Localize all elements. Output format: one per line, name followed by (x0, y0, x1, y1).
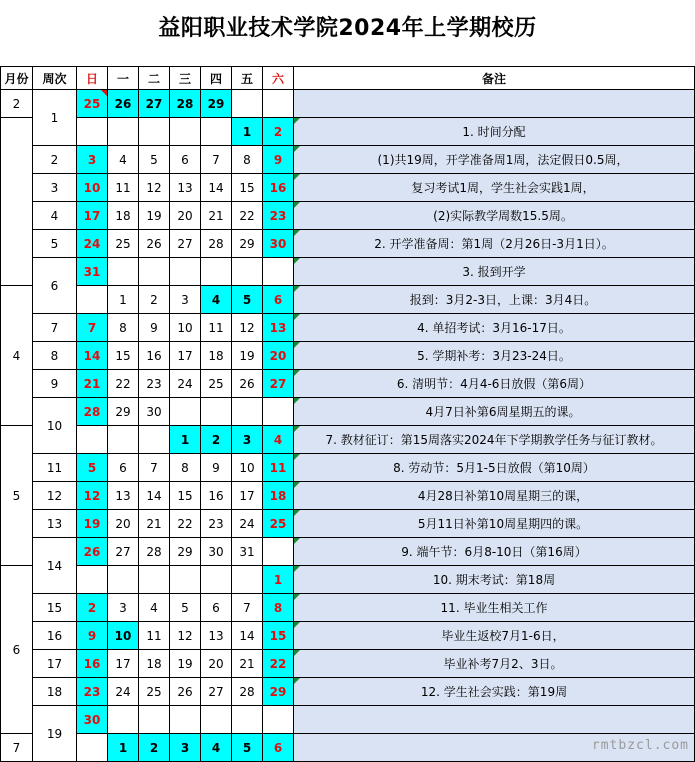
day-cell: 1 (263, 566, 294, 594)
day-cell: 20 (108, 510, 139, 538)
day-cell (170, 566, 201, 594)
day-cell: 1 (170, 426, 201, 454)
day-cell: 26 (77, 538, 108, 566)
day-cell: 3 (108, 594, 139, 622)
day-cell: 22 (108, 370, 139, 398)
calendar-row (1, 594, 695, 622)
day-cell: 13 (263, 314, 294, 342)
week-cell: 12 (33, 482, 77, 510)
day-cell: 3 (77, 146, 108, 174)
header-wed: 三 (170, 67, 201, 90)
note-cell (294, 90, 695, 118)
note-cell: 毕业生返校7月1-6日， (294, 622, 695, 650)
week-cell: 18 (33, 678, 77, 706)
day-cell: 21 (77, 370, 108, 398)
week-cell: 1 (33, 90, 77, 146)
day-cell: 14 (201, 174, 232, 202)
day-cell: 5 (170, 594, 201, 622)
day-cell (108, 258, 139, 286)
day-cell: 18 (201, 342, 232, 370)
day-cell: 24 (232, 510, 263, 538)
calendar-row (1, 650, 695, 678)
day-cell: 21 (201, 202, 232, 230)
day-cell: 12 (170, 622, 201, 650)
day-cell: 10 (108, 622, 139, 650)
day-cell: 15 (108, 342, 139, 370)
note-cell: 1. 时间分配 (294, 118, 695, 146)
day-cell (201, 118, 232, 146)
day-cell: 1 (232, 118, 263, 146)
week-cell: 11 (33, 454, 77, 482)
calendar-row (1, 314, 695, 342)
day-cell: 2 (77, 594, 108, 622)
day-cell: 2 (201, 426, 232, 454)
note-cell (294, 706, 695, 734)
day-cell: 12 (139, 174, 170, 202)
day-cell: 22 (232, 202, 263, 230)
calendar-row (1, 118, 695, 146)
calendar-row (1, 426, 695, 454)
day-cell: 7 (77, 314, 108, 342)
day-cell (232, 706, 263, 734)
day-cell: 2 (263, 118, 294, 146)
day-cell: 5 (232, 734, 263, 762)
header-mon: 一 (108, 67, 139, 90)
watermark: rmtbzcl.com (591, 738, 689, 753)
week-cell: 13 (33, 510, 77, 538)
month-cell: 6 (1, 566, 33, 734)
day-cell (263, 706, 294, 734)
day-cell (170, 118, 201, 146)
day-cell: 11 (201, 314, 232, 342)
calendar-row (1, 258, 695, 286)
day-cell: 13 (108, 482, 139, 510)
day-cell (77, 734, 108, 762)
note-cell: 复习考试1周，学生社会实践1周， (294, 174, 695, 202)
day-cell: 25 (263, 510, 294, 538)
day-cell: 1 (108, 286, 139, 314)
day-cell: 27 (108, 538, 139, 566)
day-cell (232, 566, 263, 594)
day-cell: 3 (170, 286, 201, 314)
calendar-row (1, 734, 695, 762)
note-cell: 8. 劳动节：5月1-5日放假（第10周） (294, 454, 695, 482)
week-cell: 2 (33, 146, 77, 174)
day-cell (170, 706, 201, 734)
week-cell: 5 (33, 230, 77, 258)
calendar-row (1, 678, 695, 706)
day-cell: 12 (77, 482, 108, 510)
day-cell: 27 (139, 90, 170, 118)
calendar-row (1, 174, 695, 202)
note-cell: 11. 毕业生相关工作 (294, 594, 695, 622)
day-cell (139, 706, 170, 734)
day-cell: 8 (170, 454, 201, 482)
day-cell: 14 (139, 482, 170, 510)
header-month: 月份 (1, 67, 33, 90)
day-cell: 16 (139, 342, 170, 370)
header-row (1, 67, 695, 90)
week-cell: 9 (33, 370, 77, 398)
day-cell: 23 (201, 510, 232, 538)
calendar-row (1, 90, 695, 118)
day-cell: 16 (77, 650, 108, 678)
day-cell: 25 (201, 370, 232, 398)
calendar-row (1, 230, 695, 258)
day-cell: 16 (201, 482, 232, 510)
calendar-row (1, 482, 695, 510)
note-cell: 4. 单招考试：3月16-17日。 (294, 314, 695, 342)
day-cell: 23 (77, 678, 108, 706)
note-cell: 10. 期末考试：第18周 (294, 566, 695, 594)
note-cell: (1)共19周，开学准备周1周，法定假日0.5周， (294, 146, 695, 174)
day-cell: 14 (232, 622, 263, 650)
day-cell: 22 (170, 510, 201, 538)
week-cell: 3 (33, 174, 77, 202)
day-cell: 13 (170, 174, 201, 202)
note-cell: 6. 清明节：4月4-6日放假（第6周） (294, 370, 695, 398)
note-cell: 4月7日补第6周星期五的课。 (294, 398, 695, 426)
day-cell (263, 398, 294, 426)
day-cell: 19 (170, 650, 201, 678)
day-cell: 26 (170, 678, 201, 706)
day-cell (108, 566, 139, 594)
day-cell: 19 (77, 510, 108, 538)
day-cell: 25 (77, 90, 108, 118)
week-cell: 19 (33, 706, 77, 762)
day-cell (201, 258, 232, 286)
day-cell: 4 (201, 734, 232, 762)
day-cell: 15 (263, 622, 294, 650)
day-cell: 28 (77, 398, 108, 426)
calendar-row (1, 538, 695, 566)
day-cell (108, 118, 139, 146)
day-cell: 31 (77, 258, 108, 286)
day-cell (263, 538, 294, 566)
week-cell: 6 (33, 258, 77, 314)
day-cell: 2 (139, 286, 170, 314)
day-cell: 29 (108, 398, 139, 426)
day-cell: 6 (263, 286, 294, 314)
day-cell: 20 (170, 202, 201, 230)
day-cell: 11 (263, 454, 294, 482)
day-cell (201, 706, 232, 734)
day-cell: 11 (139, 622, 170, 650)
day-cell: 16 (263, 174, 294, 202)
day-cell (139, 566, 170, 594)
day-cell: 14 (77, 342, 108, 370)
day-cell: 22 (263, 650, 294, 678)
day-cell: 9 (139, 314, 170, 342)
day-cell (139, 426, 170, 454)
day-cell: 5 (139, 146, 170, 174)
calendar-row (1, 342, 695, 370)
day-cell: 4 (108, 146, 139, 174)
note-cell: 7. 教材征订：第15周落实2024年下学期教学任务与征订教材。 (294, 426, 695, 454)
month-cell (1, 118, 33, 286)
day-cell: 23 (139, 370, 170, 398)
month-cell: 7 (1, 734, 33, 762)
week-cell: 16 (33, 622, 77, 650)
header-tue: 二 (139, 67, 170, 90)
header-sat: 六 (263, 67, 294, 90)
week-cell: 17 (33, 650, 77, 678)
day-cell: 29 (170, 538, 201, 566)
calendar-row (1, 566, 695, 594)
calendar-row (1, 454, 695, 482)
calendar-row (1, 510, 695, 538)
day-cell: 2 (139, 734, 170, 762)
day-cell: 29 (201, 90, 232, 118)
note-cell: 毕业补考7月2、3日。 (294, 650, 695, 678)
day-cell: 31 (232, 538, 263, 566)
day-cell: 10 (232, 454, 263, 482)
day-cell: 6 (263, 734, 294, 762)
day-cell (77, 566, 108, 594)
day-cell: 11 (108, 174, 139, 202)
day-cell (77, 286, 108, 314)
day-cell: 18 (139, 650, 170, 678)
week-cell: 4 (33, 202, 77, 230)
day-cell (263, 258, 294, 286)
note-cell: 报到：3月2-3日，上课：3月4日。 (294, 286, 695, 314)
day-cell: 5 (232, 286, 263, 314)
week-cell: 7 (33, 314, 77, 342)
day-cell: 17 (77, 202, 108, 230)
header-week: 周次 (33, 67, 77, 90)
header-sun: 日 (77, 67, 108, 90)
day-cell: 30 (139, 398, 170, 426)
note-cell: 2. 开学准备周：第1周（2月26日-3月1日）。 (294, 230, 695, 258)
note-cell: 5. 学期补考：3月23-24日。 (294, 342, 695, 370)
day-cell: 29 (263, 678, 294, 706)
day-cell: 6 (108, 454, 139, 482)
day-cell (108, 706, 139, 734)
day-cell: 13 (201, 622, 232, 650)
day-cell: 4 (201, 286, 232, 314)
day-cell: 27 (201, 678, 232, 706)
note-cell: 5月11日补第10周星期四的课。 (294, 510, 695, 538)
day-cell: 6 (201, 594, 232, 622)
academic-calendar-table (0, 66, 695, 762)
day-cell: 28 (201, 230, 232, 258)
day-cell: 17 (108, 650, 139, 678)
calendar-row (1, 370, 695, 398)
day-cell: 26 (108, 90, 139, 118)
day-cell: 3 (232, 426, 263, 454)
day-cell: 3 (170, 734, 201, 762)
day-cell: 9 (263, 146, 294, 174)
day-cell: 20 (201, 650, 232, 678)
day-cell: 7 (232, 594, 263, 622)
week-cell: 8 (33, 342, 77, 370)
day-cell: 30 (77, 706, 108, 734)
calendar-row (1, 202, 695, 230)
day-cell: 19 (232, 342, 263, 370)
month-cell: 5 (1, 426, 33, 566)
day-cell: 28 (170, 90, 201, 118)
day-cell: 20 (263, 342, 294, 370)
day-cell: 25 (108, 230, 139, 258)
day-cell: 15 (170, 482, 201, 510)
day-cell: 24 (108, 678, 139, 706)
day-cell: 28 (232, 678, 263, 706)
day-cell: 17 (232, 482, 263, 510)
day-cell (232, 398, 263, 426)
day-cell: 15 (232, 174, 263, 202)
day-cell (263, 90, 294, 118)
day-cell (201, 566, 232, 594)
day-cell: 8 (232, 146, 263, 174)
week-cell: 14 (33, 538, 77, 594)
day-cell (232, 258, 263, 286)
day-cell: 29 (232, 230, 263, 258)
day-cell: 8 (108, 314, 139, 342)
day-cell: 18 (263, 482, 294, 510)
day-cell: 8 (263, 594, 294, 622)
day-cell: 27 (170, 230, 201, 258)
day-cell: 25 (139, 678, 170, 706)
day-cell: 26 (139, 230, 170, 258)
day-cell (170, 258, 201, 286)
day-cell: 21 (139, 510, 170, 538)
note-cell: 4月28日补第10周星期三的课， (294, 482, 695, 510)
day-cell (77, 118, 108, 146)
day-cell: 9 (77, 622, 108, 650)
day-cell: 5 (77, 454, 108, 482)
day-cell: 30 (201, 538, 232, 566)
header-fri: 五 (232, 67, 263, 90)
week-cell: 10 (33, 398, 77, 454)
note-cell: (2)实际教学周数15.5周。 (294, 202, 695, 230)
day-cell: 21 (232, 650, 263, 678)
day-cell: 26 (232, 370, 263, 398)
day-cell: 1 (108, 734, 139, 762)
day-cell (139, 258, 170, 286)
calendar-row (1, 146, 695, 174)
day-cell (232, 90, 263, 118)
day-cell: 18 (108, 202, 139, 230)
day-cell (108, 426, 139, 454)
note-cell: 12. 学生社会实践：第19周 (294, 678, 695, 706)
day-cell: 7 (201, 146, 232, 174)
day-cell: 12 (232, 314, 263, 342)
day-cell: 23 (263, 202, 294, 230)
week-cell: 15 (33, 594, 77, 622)
day-cell: 7 (139, 454, 170, 482)
header-thu: 四 (201, 67, 232, 90)
day-cell: 17 (170, 342, 201, 370)
day-cell (170, 398, 201, 426)
day-cell (139, 118, 170, 146)
day-cell: 10 (77, 174, 108, 202)
day-cell: 30 (263, 230, 294, 258)
day-cell: 9 (201, 454, 232, 482)
day-cell (201, 398, 232, 426)
header-notes: 备注 (294, 67, 695, 90)
day-cell: 10 (170, 314, 201, 342)
calendar-row (1, 622, 695, 650)
day-cell: 4 (263, 426, 294, 454)
day-cell (77, 426, 108, 454)
day-cell: 24 (77, 230, 108, 258)
day-cell: 4 (139, 594, 170, 622)
note-cell: 3. 报到开学 (294, 258, 695, 286)
note-cell: 9. 端午节：6月8-10日（第16周） (294, 538, 695, 566)
day-cell: 24 (170, 370, 201, 398)
day-cell: 19 (139, 202, 170, 230)
calendar-title: 益阳职业技术学院2024年上学期校历 (158, 15, 537, 41)
month-cell: 4 (1, 286, 33, 426)
day-cell: 27 (263, 370, 294, 398)
day-cell: 6 (170, 146, 201, 174)
calendar-row (1, 706, 695, 734)
calendar-row (1, 286, 695, 314)
day-cell: 28 (139, 538, 170, 566)
calendar-row (1, 398, 695, 426)
month-cell: 2 (1, 90, 33, 118)
